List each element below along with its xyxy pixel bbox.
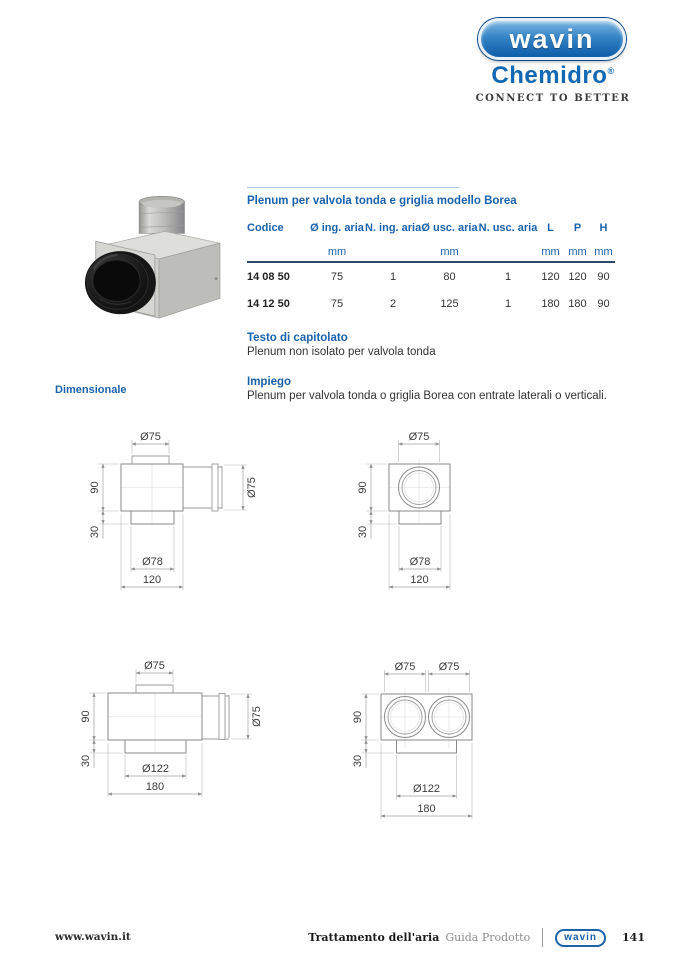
spec-heading: Testo di capitolato	[247, 332, 348, 344]
dim-height: 90	[80, 710, 92, 723]
cell-p: 180	[568, 297, 587, 310]
title-rule	[247, 187, 459, 188]
footer-wavin-logo: wavin	[555, 929, 606, 947]
use-heading: Impiego	[247, 376, 292, 388]
drawing-front-view-180	[352, 658, 542, 830]
unit-cell: mm	[541, 246, 560, 258]
dim-top: Ø75	[140, 431, 161, 443]
cell-h: 90	[597, 297, 610, 310]
dim-width: 120	[142, 574, 162, 586]
product-title: Plenum per valvola tonda e griglia modello Borea	[247, 195, 517, 207]
unit-cell: mm	[440, 246, 459, 258]
cell-n-usc-aria: 1	[504, 297, 512, 310]
unit-cell: mm	[327, 246, 347, 258]
dim-collar-height: 30	[89, 525, 101, 539]
footer-right	[308, 928, 645, 947]
cell-usc-aria: 80	[443, 270, 456, 283]
dim-collar-height: 30	[352, 754, 364, 768]
wavin-logo-text: wavin	[509, 23, 595, 54]
cell-p: 120	[568, 270, 587, 283]
cell-ing-aria: 75	[330, 297, 344, 310]
wavin-logo	[478, 18, 626, 60]
cell-l: 180	[541, 297, 560, 310]
dim-collar-width: Ø122	[413, 783, 440, 795]
cell-codice: 14 12 50	[247, 297, 290, 310]
drawing-side-view-120	[85, 428, 260, 593]
chemidro-logo-text: Chemidro	[491, 62, 608, 89]
col-header-ing-aria: Ø ing. aria	[310, 222, 364, 234]
use-body: Plenum per valvola tonda o griglia Borea con entrate laterali o verticali.	[247, 390, 607, 402]
dim-right: Ø75	[246, 477, 258, 498]
product-photo	[70, 188, 228, 326]
dim-height: 90	[89, 481, 101, 494]
unit-cell	[478, 246, 538, 261]
col-header-usc-aria: Ø usc. aria	[421, 222, 478, 234]
col-header-p: P	[573, 222, 582, 234]
dim-collar-width: Ø122	[142, 763, 169, 775]
col-header-n-usc-aria: N. usc. aria	[478, 222, 538, 234]
footer-doc-title: Trattamento dell'aria	[308, 931, 440, 944]
page-number: 141	[622, 931, 645, 944]
unit-cell: mm	[568, 246, 587, 258]
unit-cell: mm	[594, 246, 613, 258]
footer-website-link[interactable]: www.wavin.it	[55, 931, 131, 943]
footer-doc-subtitle: Guida Prodotto	[445, 931, 531, 944]
cell-codice: 14 08 50	[247, 270, 290, 283]
footer-divider	[542, 928, 543, 947]
dim-height: 90	[357, 481, 369, 494]
cell-n-ing-aria: 2	[389, 297, 397, 310]
dim-top: Ø75	[144, 660, 165, 672]
spec-table	[247, 222, 615, 317]
dim-width: 120	[410, 574, 429, 586]
dimensional-label: Dimensionale	[55, 384, 127, 396]
dim-collar-width: Ø78	[142, 556, 163, 568]
drawing-front-view-120	[355, 428, 530, 593]
dim-height: 90	[352, 710, 364, 724]
col-header-h: H	[599, 222, 608, 234]
table-body	[247, 263, 615, 317]
unit-cell	[247, 246, 309, 261]
cell-n-ing-aria: 1	[389, 270, 397, 283]
table-row	[247, 290, 615, 317]
dim-top: Ø75	[408, 431, 430, 443]
col-header-n-ing-aria: N. ing. aria	[365, 222, 422, 234]
table-row	[247, 263, 615, 290]
cell-l: 120	[541, 270, 560, 283]
registered-mark: ®	[607, 66, 615, 76]
chemidro-logo	[478, 62, 628, 90]
drawing-side-view-180	[78, 658, 273, 803]
cell-ing-aria: 75	[330, 270, 344, 283]
cell-n-usc-aria: 1	[504, 270, 512, 283]
cell-usc-aria: 125	[440, 297, 459, 310]
col-header-codice: Codice	[247, 222, 284, 234]
dim-right: Ø75	[251, 706, 263, 727]
table-units-row	[247, 246, 615, 263]
dim-width: 180	[417, 803, 436, 815]
dim-width: 180	[145, 781, 165, 793]
table-header-row	[247, 222, 615, 246]
dim-collar-height: 30	[80, 754, 92, 768]
dim-top-left: Ø75	[394, 661, 416, 673]
spec-body: Plenum non isolato per valvola tonda	[247, 346, 436, 358]
cell-h: 90	[597, 270, 610, 283]
dim-top-right: Ø75	[438, 661, 460, 673]
unit-cell	[365, 246, 421, 261]
dim-collar-width: Ø78	[409, 556, 431, 568]
brand-tagline: CONNECT TO BETTER	[475, 93, 631, 104]
dim-collar-height: 30	[357, 525, 369, 539]
col-header-l: L	[547, 222, 554, 234]
